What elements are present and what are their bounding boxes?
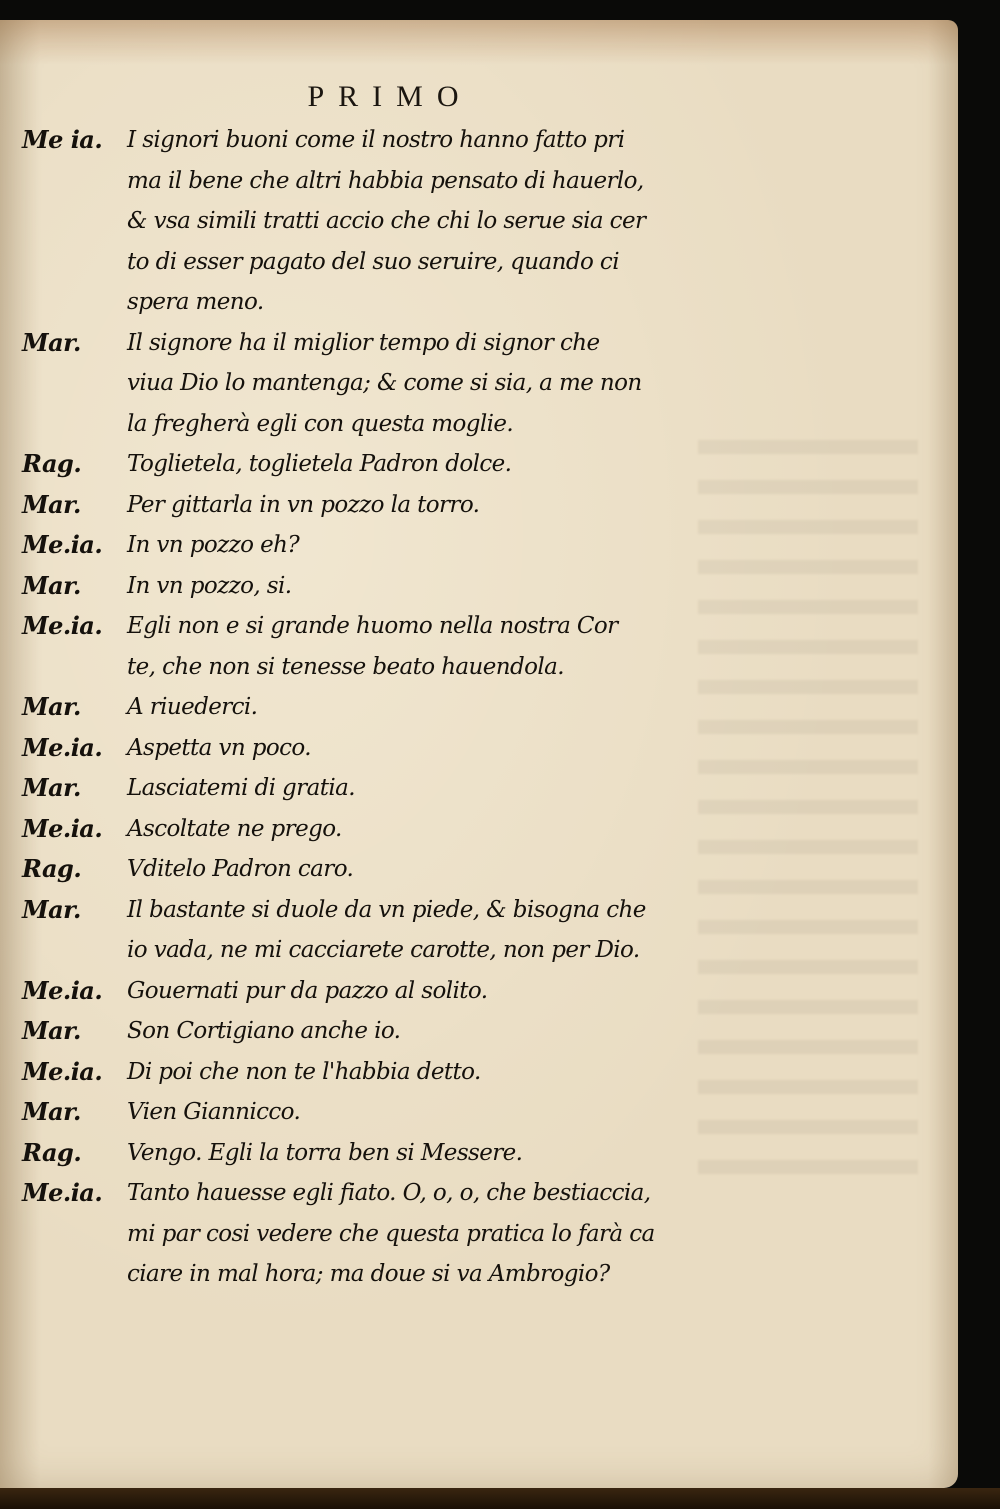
speech-lines	[127, 1011, 742, 1052]
speaker-label: Me.ia.	[22, 611, 103, 640]
speech	[22, 606, 742, 687]
speech-lines	[127, 1173, 742, 1295]
speaker-label: Me.ia.	[22, 732, 103, 762]
text-line: Vien Giannicco.	[127, 1099, 301, 1125]
speaker-label: Rag.	[22, 854, 82, 883]
text-line: Il bastante si duole da vn piede, & bisogna che	[127, 896, 646, 923]
speech-lines	[127, 1133, 742, 1174]
speech	[22, 971, 742, 1012]
speech-lines	[127, 728, 742, 769]
speaker-label: Mar.	[22, 570, 81, 600]
text-line: ma il bene che altri habbia pensato di hauerlo,	[127, 167, 644, 194]
play-text	[22, 120, 742, 1295]
speech	[22, 890, 742, 971]
speaker-label: Me.ia.	[22, 530, 103, 559]
speech	[22, 768, 742, 809]
speech-lines	[127, 971, 742, 1012]
speech	[22, 525, 742, 566]
text-line: & vsa simili tratti accio che chi lo serue sia cer	[127, 208, 646, 234]
text-line: Tanto hauesse egli fiato. O, o, o, che bestiaccia,	[127, 1180, 651, 1206]
speech-lines	[127, 120, 742, 323]
speech-lines	[127, 606, 742, 687]
text-line: Ascoltate ne prego.	[127, 815, 342, 842]
speech-lines	[127, 809, 742, 850]
speech-lines	[127, 525, 742, 566]
speaker-label: Mar.	[22, 489, 81, 519]
page-edge	[0, 1488, 1000, 1509]
speech	[22, 687, 742, 728]
text-line: I signori buoni come il nostro hanno fatto pri	[127, 127, 625, 153]
speaker-label: Mar.	[22, 327, 81, 357]
text-line: Vditelo Padron caro.	[127, 856, 354, 882]
speech	[22, 566, 742, 607]
text-line: viua Dio lo mantenga; & come si sia, a me non	[127, 370, 642, 396]
speech-lines	[127, 768, 742, 809]
speech-lines	[127, 1092, 742, 1133]
speech	[22, 1133, 742, 1174]
text-line: Il signore ha il miglior tempo di signor che	[127, 329, 600, 356]
speech	[22, 728, 742, 769]
speech-lines	[127, 849, 742, 890]
text-line: Toglietela, toglietela Padron dolce.	[127, 451, 512, 477]
speech	[22, 323, 742, 445]
speaker-label: Me.ia.	[22, 1056, 103, 1086]
text-line: to di esser pagato del suo seruire, quando ci	[127, 248, 619, 275]
speech-lines	[127, 444, 742, 485]
text-line: spera meno.	[127, 289, 264, 315]
text-line: la fregherà egli con questa moglie.	[127, 410, 514, 437]
speech	[22, 1052, 742, 1093]
speech	[22, 1092, 742, 1133]
text-line: Lasciatemi di gratia.	[127, 775, 355, 801]
speaker-label: Mar.	[22, 894, 81, 924]
text-line: Egli non e si grande huomo nella nostra Cor	[127, 613, 618, 639]
speech-lines	[127, 485, 742, 526]
speech-lines	[127, 323, 742, 445]
speaker-label: Me.ia.	[22, 813, 103, 843]
text-line: Aspetta vn poco.	[127, 734, 311, 761]
speaker-label: Me.ia.	[22, 1178, 103, 1207]
speaker-label: Rag.	[22, 1137, 82, 1167]
speech	[22, 849, 742, 890]
text-line: Di poi che non te l'habbia detto.	[127, 1058, 481, 1085]
speech	[22, 1011, 742, 1052]
text-line: ciare in mal hora; ma doue si va Ambrogio?	[127, 1261, 610, 1287]
speaker-label: Mar.	[22, 1097, 81, 1126]
text-line: Son Cortigiano anche io.	[127, 1018, 401, 1044]
text-line: Per gittarla in vn pozzo la torro.	[127, 491, 480, 518]
speech-lines	[127, 1052, 742, 1093]
book-page	[0, 20, 958, 1488]
text-line: Vengo. Egli la torra ben si Messere.	[127, 1139, 523, 1166]
text-line: te, che non si tenesse beato hauendola.	[127, 653, 564, 680]
speaker-label: Rag.	[22, 449, 82, 478]
speech	[22, 444, 742, 485]
text-line: mi par cosi vedere che questa pratica lo farà ca	[127, 1220, 655, 1247]
speaker-label: Mar.	[22, 692, 81, 721]
text-line: Gouernati pur da pazzo al solito.	[127, 977, 488, 1004]
speaker-label: Me.ia.	[22, 975, 103, 1005]
speech	[22, 120, 742, 323]
speech	[22, 1173, 742, 1295]
text-line: In vn pozzo eh?	[127, 532, 300, 558]
speech-lines	[127, 890, 742, 971]
speech	[22, 809, 742, 850]
speaker-label: Me ia.	[22, 125, 103, 154]
speech	[22, 485, 742, 526]
speech-lines	[127, 566, 742, 607]
text-line: A riuederci.	[127, 694, 258, 720]
text-line: io vada, ne mi cacciarete carotte, non per Dio.	[127, 937, 640, 963]
speaker-label: Mar.	[22, 1016, 81, 1045]
running-head: PRIMO	[307, 80, 473, 113]
text-line: In vn pozzo, si.	[127, 572, 292, 599]
speech-lines	[127, 687, 742, 728]
speaker-label: Mar.	[22, 773, 81, 802]
